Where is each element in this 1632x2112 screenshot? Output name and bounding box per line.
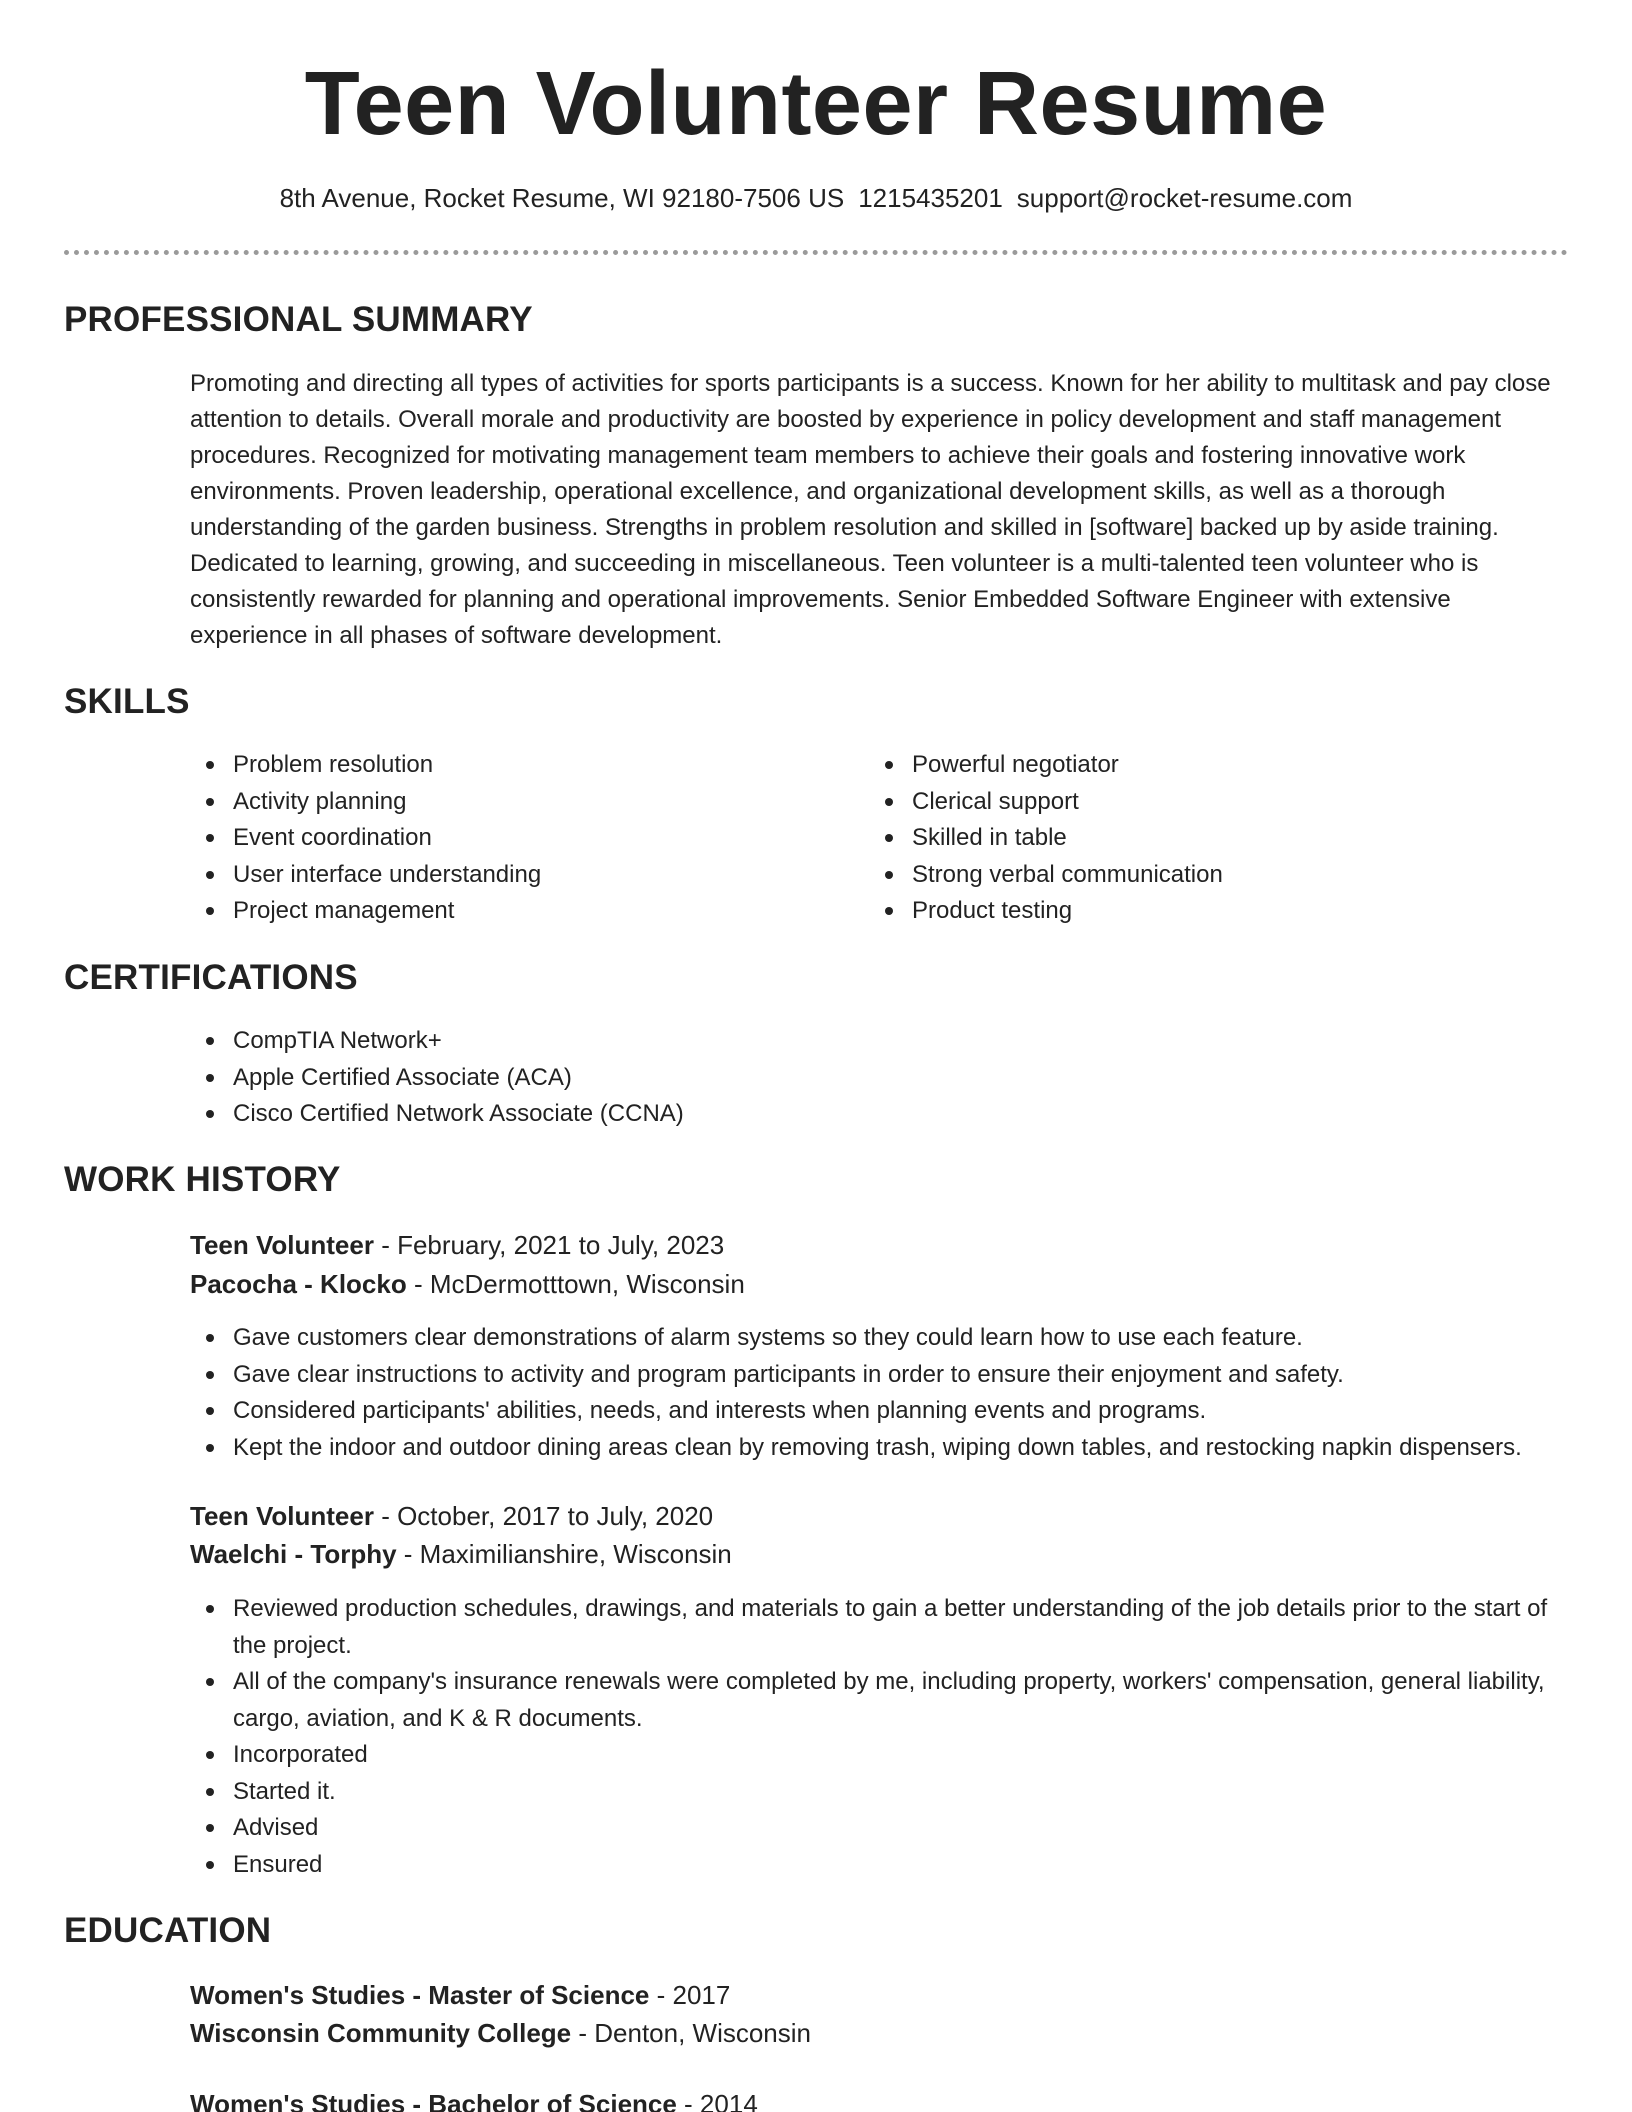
list-item: Ensured [190,1847,1570,1884]
contact-line [0,180,1632,216]
job-bullets [190,1320,1590,1466]
list-item: Cisco Certified Network Associate (CCNA) [190,1096,1190,1133]
skills-list-left [190,747,790,930]
section-title-certifications: CERTIFICATIONS [64,958,358,997]
header-divider [64,250,1568,255]
list-item: Strong verbal communication [869,857,1469,894]
education-year: - 2017 [649,1980,731,2010]
list-item: Product testing [869,893,1469,930]
job-bullets [190,1591,1570,1883]
list-item: Started it. [190,1774,1570,1811]
section-title-skills: SKILLS [64,682,190,721]
summary-text: Promoting and directing all types of activities for sports participants is a success. Known for her ability to multitask and pay close attention to details. Overall morale and productivity are boosted by experience in policy development and staff management procedures. Recognized for motivating management team members to achieve their goals and fostering innovative work environments. Proven leadership, operational excellence, and organizational development skills, as well as a thorough understanding of the garden business. Strengths in problem resolution and skilled in [software] backed up by aside training. Dedicated to learning, growing, and succeeding in miscellaneous. Teen volunteer is a multi-talented teen volunteer who is consistently rewarded for planning and operational improvements. Senior Embedded Software Engineer with extensive experience in all phases of software development. [190,370,1551,649]
list-item: Activity planning [190,784,790,821]
job-company: Pacocha - Klocko [190,1269,407,1299]
resume-title: Teen Volunteer Resume [304,54,1328,154]
education-school: Wisconsin Community College [190,2018,572,2048]
list-item: Advised [190,1810,1570,1847]
list-item: Problem resolution [190,747,790,784]
job-location: - Maximilianshire, Wisconsin [396,1539,732,1569]
job-company-line [190,1266,745,1302]
skills-list-right [869,747,1469,930]
list-item: Clerical support [869,784,1469,821]
job-title: Teen Volunteer [190,1230,374,1260]
contact-phone: 1215435201 [858,183,1003,213]
list-item: All of the company's insurance renewals were completed by me, including property, workers' compensation, general liability, cargo, aviation, and K & R documents. [190,1664,1570,1737]
list-item: Incorporated [190,1737,1570,1774]
list-item: Event coordination [190,820,790,857]
job-dates: - February, 2021 to July, 2023 [373,1230,725,1260]
list-item: Gave clear instructions to activity and program participants in order to ensure their enjoyment and safety. [190,1357,1590,1394]
job-dates: - October, 2017 to July, 2020 [373,1501,714,1531]
job-location: - McDermotttown, Wisconsin [406,1269,745,1299]
certifications-list [190,1023,1190,1133]
education-year: - 2014 [676,2089,758,2112]
list-item: Project management [190,893,790,930]
job-title-line [190,1498,713,1534]
education-degree: Women's Studies - Bachelor of Science [190,2089,677,2112]
contact-address: 8th Avenue, Rocket Resume, WI 92180-7506 US [279,183,845,213]
list-item: User interface understanding [190,857,790,894]
list-item: Reviewed production schedules, drawings, and materials to gain a better understanding of the job details prior to the start of the project. [190,1591,1570,1664]
job-company-line [190,1536,732,1572]
education-location: - Denton, Wisconsin [571,2018,812,2048]
education-school-line [190,2015,811,2051]
section-title-work-history: WORK HISTORY [64,1160,341,1199]
education-degree-line [190,1977,730,2013]
list-item: Skilled in table [869,820,1469,857]
list-item: CompTIA Network+ [190,1023,1190,1060]
list-item: Kept the indoor and outdoor dining areas clean by removing trash, wiping down tables, and restocking napkin dispensers. [190,1430,1590,1467]
job-title-line [190,1227,724,1263]
list-item: Gave customers clear demonstrations of alarm systems so they could learn how to use each feature. [190,1320,1590,1357]
list-item: Considered participants' abilities, needs, and interests when planning events and programs. [190,1393,1590,1430]
list-item: Apple Certified Associate (ACA) [190,1060,1190,1097]
contact-email: support@rocket-resume.com [1016,183,1353,213]
section-title-summary: PROFESSIONAL SUMMARY [64,300,533,339]
section-title-education: EDUCATION [64,1911,272,1950]
job-company: Waelchi - Torphy [190,1539,397,1569]
education-degree-line [190,2086,758,2112]
list-item: Powerful negotiator [869,747,1469,784]
job-title: Teen Volunteer [190,1501,374,1531]
education-degree: Women's Studies - Master of Science [190,1980,650,2010]
